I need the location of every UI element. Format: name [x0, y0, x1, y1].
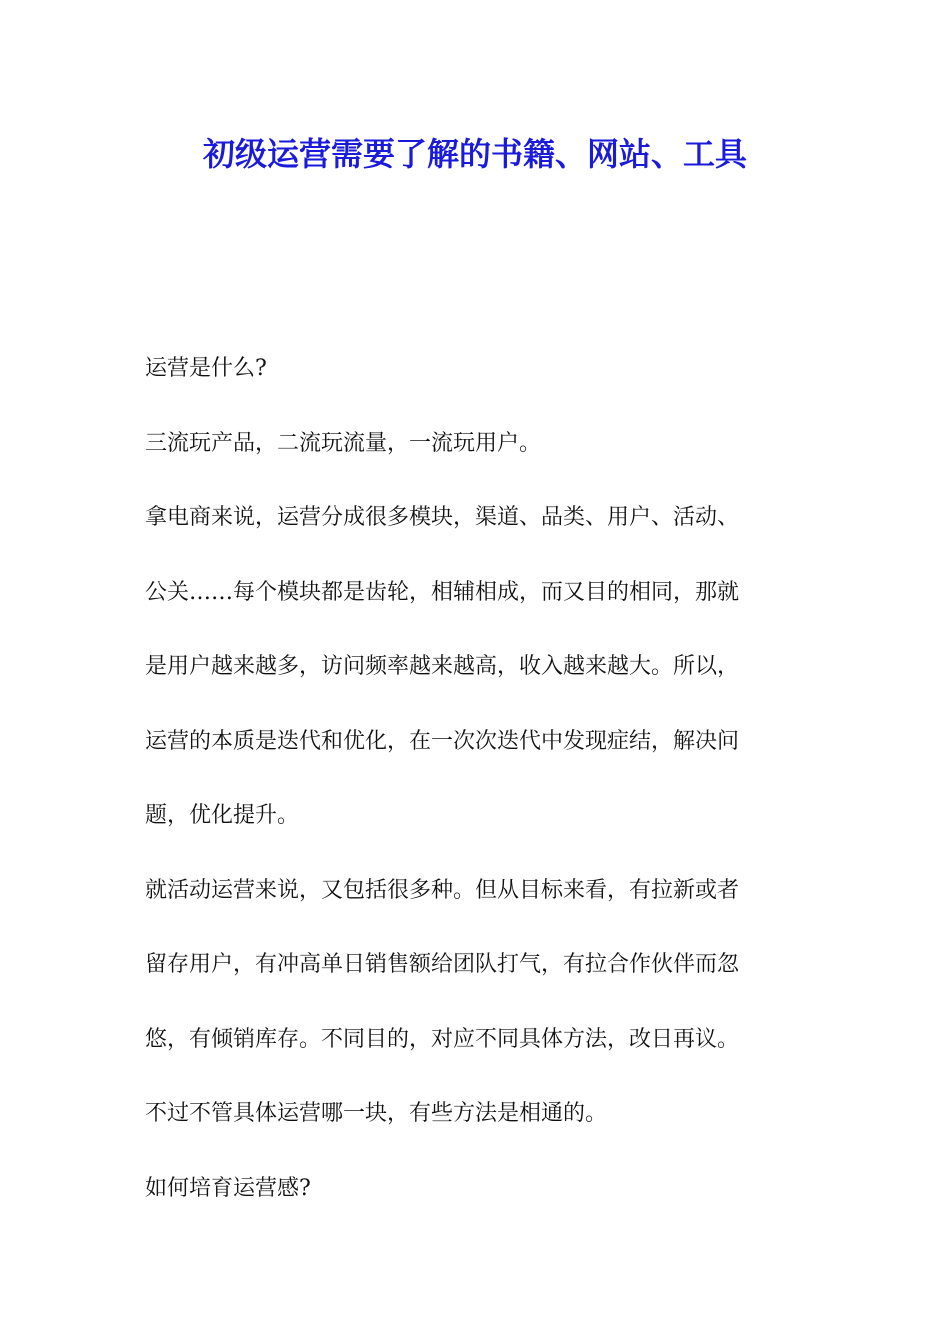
- paragraph-line: 运营是什么?: [145, 356, 267, 381]
- paragraph-line: 如何培育运营感?: [145, 1175, 311, 1201]
- paragraph-line: 就活动运营来说，又包括很多种。但从目标来看，有拉新或者: [145, 877, 740, 903]
- paragraph-line: 是用户越来越多，访问频率越来越高，收入越来越大。所以，: [145, 654, 740, 679]
- paragraph-line: 运营的本质是迭代和优化，在一次次迭代中发现症结，解决问: [145, 728, 740, 754]
- paragraph-line: 拿电商来说，运营分成很多模块，渠道、品类、用户、活动、: [145, 505, 740, 530]
- document-body: [145, 332, 810, 1226]
- paragraph-line: 悠，有倾销库存。不同目的，对应不同具体方法，改日再议。: [145, 1026, 740, 1052]
- paragraph-line: 留存用户，有冲高单日销售额给团队打气，有拉合作伙伴而忽: [145, 952, 740, 977]
- paragraph-line: 公关……每个模块都是齿轮，相辅相成，而又目的相同，那就: [145, 579, 740, 605]
- paragraph-line: 不过不管具体运营哪一块，有些方法是相通的。: [145, 1101, 608, 1126]
- paragraph-line: 题，优化提升。: [145, 803, 300, 828]
- document-title: 初级运营需要了解的书籍、网站、工具: [202, 135, 747, 173]
- paragraph-line: 三流玩产品，二流玩流量，一流玩用户。: [145, 430, 542, 456]
